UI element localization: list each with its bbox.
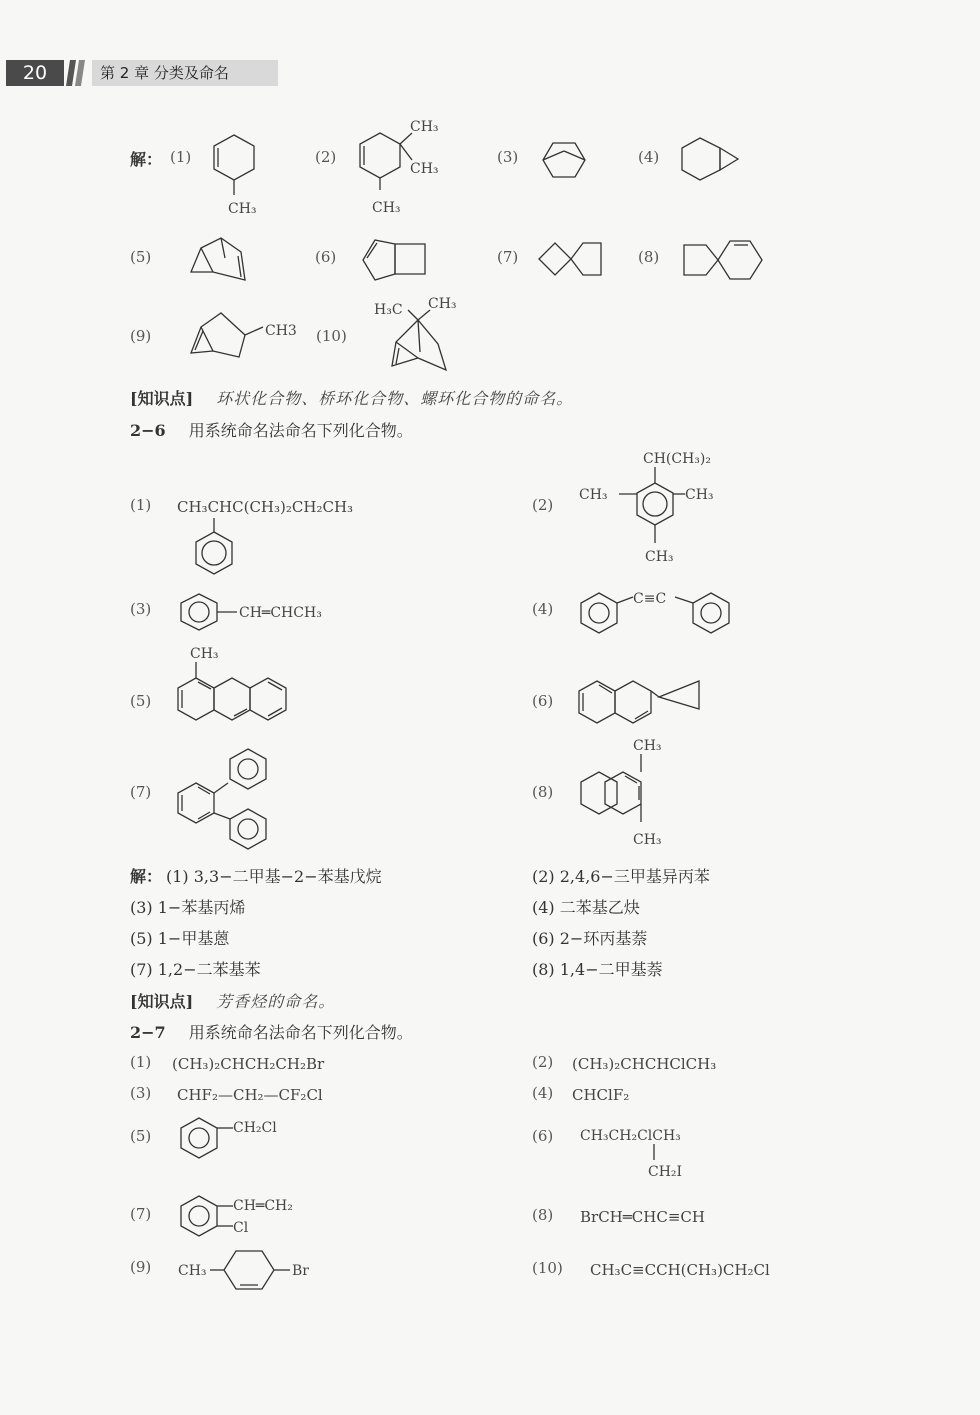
item-label: (3) (130, 600, 152, 618)
ch3-text: CH₃ (372, 200, 401, 216)
alkyne-text: C≡C (633, 591, 667, 607)
item-label: (3) (130, 1084, 152, 1102)
question-2-7 (130, 1020, 413, 1043)
item-label: (5) (130, 1127, 152, 1145)
methyl-bicyclic-structure (183, 305, 308, 370)
knowledge-point (130, 989, 335, 1012)
ch3-text: CH3 (265, 323, 297, 339)
knowledge-tag: [知识点] (130, 389, 194, 408)
item-label: (9) (130, 327, 152, 345)
page-number: 20 (6, 60, 64, 86)
answer-item: (5) 1−甲基蒽 (130, 929, 230, 948)
benzyl-chloride-structure (175, 1110, 295, 1165)
item-label: (2) (315, 148, 337, 166)
ch3-text: CH₃ (685, 487, 714, 503)
bicyclo-structure (535, 135, 595, 185)
trimethyl-isopropylbenzene-structure (575, 445, 735, 570)
knowledge-text: 环状化合物、桥环化合物、螺环化合物的命名。 (216, 389, 574, 408)
item-label: (8) (532, 1206, 554, 1224)
ch3-text: CH₃ (633, 738, 662, 754)
bromomethylcyclohexene-structure (176, 1245, 321, 1295)
formula: CHF₂—CH₂—CF₂Cl (177, 1086, 323, 1104)
knowledge-text: 芳香烃的命名。 (216, 992, 336, 1011)
branched-halide-structure (578, 1122, 718, 1182)
bicycloheptane-structure (678, 130, 748, 190)
formula-text: CH═CH₂ (233, 1198, 293, 1214)
knowledge-point (130, 386, 573, 409)
ch3-text: CH₃ (178, 1263, 207, 1279)
ch3-text: CH₃ (190, 646, 219, 662)
item-label: (7) (130, 1205, 152, 1223)
answer-item: (2) 2,4,6−三甲基异丙苯 (532, 867, 710, 886)
bicyclo-ene-structure (355, 232, 435, 287)
item-label: (3) (497, 148, 519, 166)
item-label: (6) (315, 248, 337, 266)
item-label: (2) (532, 1053, 554, 1071)
formula-text: CH₃CH₂ClCH₃ (580, 1128, 681, 1144)
item-label: (1) (130, 496, 152, 514)
spiro-structure (535, 235, 610, 285)
item-label: (4) (638, 148, 660, 166)
answer-item: (4) 二苯基乙炔 (532, 898, 640, 917)
header-divider-icon (66, 58, 88, 88)
answer-item: (1) 3,3−二甲基−2−苯基戊烷 (166, 867, 382, 886)
methylanthracene-structure (172, 640, 302, 730)
formula-text: Br (292, 1263, 309, 1279)
item-label: (5) (130, 248, 152, 266)
norbornene-structure (183, 230, 258, 290)
item-label: (5) (130, 692, 152, 710)
item-label: (4) (532, 600, 554, 618)
item-label: (6) (532, 1127, 554, 1145)
chapter-title: 第 2 章 分类及命名 (92, 60, 278, 86)
ch3-text: CH₃ (410, 119, 439, 135)
trimethylcyclohexene-structure (350, 115, 460, 220)
answer-label: 解： (130, 867, 163, 886)
methylcyclohexene-structure (200, 125, 280, 225)
item-label: (10) (316, 327, 347, 345)
terphenyl-structure (172, 745, 282, 840)
knowledge-tag: [知识点] (130, 992, 194, 1011)
ch3-text: CH₃ (633, 832, 662, 848)
formula-text: CH═CHCH₃ (239, 605, 322, 621)
formula: CHClF₂ (572, 1086, 630, 1104)
item-label: (1) (130, 1053, 152, 1071)
cl-text: Cl (233, 1220, 249, 1236)
item-label: (8) (532, 783, 554, 801)
dimethyl-bicyclic-structure (372, 292, 472, 377)
formula: BrCH═CHC≡CH (580, 1208, 705, 1226)
formula: (CH₃)₂CHCHClCH₃ (572, 1055, 717, 1073)
item-label: (7) (497, 248, 519, 266)
diphenylacetylene-structure (575, 585, 740, 640)
dimethylnaphthalene-structure (575, 732, 685, 852)
answer-item: (3) 1−苯基丙烯 (130, 898, 246, 917)
top-substituent-text: CH(CH₃)₂ (643, 451, 711, 467)
item-label: (6) (532, 692, 554, 710)
item-label: (10) (532, 1259, 563, 1277)
formula: CH₃C≡CCH(CH₃)CH₂Cl (590, 1261, 770, 1279)
ch3-text: CH₃ (428, 296, 457, 312)
ch3-text: CH₃ (645, 549, 674, 565)
item-label: (1) (170, 148, 192, 166)
spiro-ene-structure (678, 235, 768, 285)
question-number: 2−6 (130, 421, 166, 440)
ch3-text: CH₃ (579, 487, 608, 503)
item-label: (7) (130, 783, 152, 801)
chlorostyrene-structure (175, 1190, 315, 1245)
item-label: (4) (532, 1084, 554, 1102)
question-prompt: 用系统命名法命名下列化合物。 (188, 421, 413, 440)
item-label: (2) (532, 496, 554, 514)
formula-text: CH₂Cl (233, 1120, 277, 1136)
ch3-text: CH₃ (228, 201, 257, 217)
cyclopropylnaphthalene-structure (575, 675, 705, 730)
item-label: (9) (130, 1258, 152, 1276)
formula: CH₃CHC(CH₃)₂CH₂CH₃ (177, 498, 354, 516)
ch2i-text: CH₂I (648, 1164, 683, 1180)
question-number: 2−7 (130, 1023, 166, 1042)
question-2-6 (130, 418, 413, 441)
answer-label: 解： (130, 150, 163, 169)
item-label: (8) (638, 248, 660, 266)
phenylpropene-structure (175, 590, 355, 634)
answer-item: (6) 2−环丙基萘 (532, 929, 648, 948)
h3c-text: H₃C (374, 302, 403, 318)
ch3-text: CH₃ (410, 161, 439, 177)
benzene-substituent-structure (190, 518, 245, 583)
answer-item: (7) 1,2−二苯基苯 (130, 960, 261, 979)
answer-item: (8) 1,4−二甲基萘 (532, 960, 663, 979)
formula: (CH₃)₂CHCH₂CH₂Br (172, 1055, 325, 1073)
question-prompt: 用系统命名法命名下列化合物。 (188, 1023, 413, 1042)
